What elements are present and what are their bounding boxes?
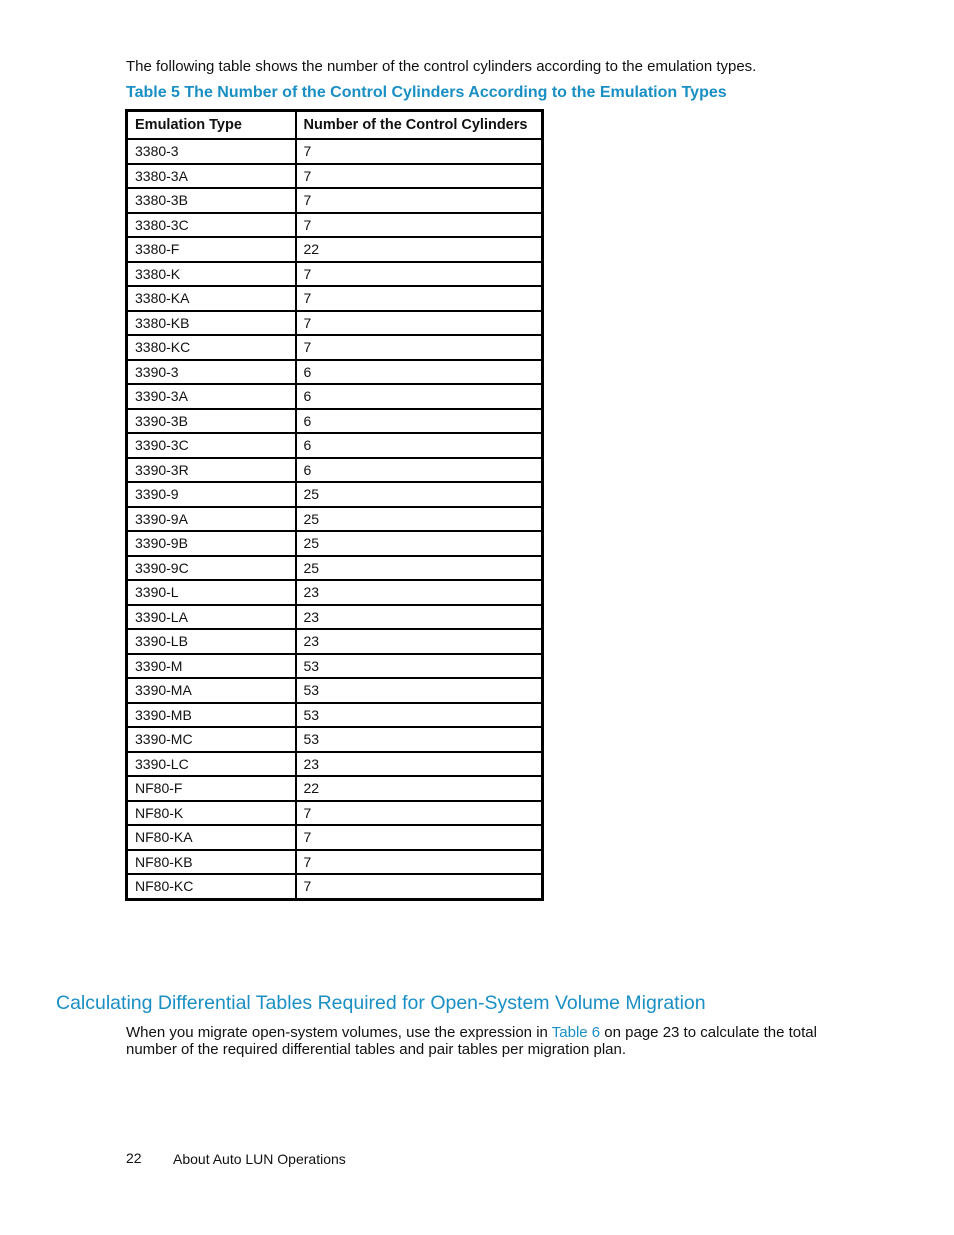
emulation-type-cell: NF80-F <box>127 776 296 801</box>
table-row <box>127 654 543 679</box>
table-row <box>127 531 543 556</box>
control-cylinders-cell: 7 <box>296 139 543 164</box>
table-row <box>127 874 543 899</box>
emulation-type-cell: 3390-LC <box>127 752 296 777</box>
emulation-type-cell: 3390-MA <box>127 678 296 703</box>
emulation-type-cell: NF80-KA <box>127 825 296 850</box>
emulation-type-cell: 3390-9 <box>127 482 296 507</box>
body-paragraph <box>126 1024 838 1058</box>
control-cylinders-table <box>125 109 544 901</box>
control-cylinders-cell: 22 <box>296 237 543 262</box>
control-cylinders-cell: 25 <box>296 507 543 532</box>
control-cylinders-cell: 7 <box>296 335 543 360</box>
control-cylinders-cell: 7 <box>296 286 543 311</box>
table-row <box>127 850 543 875</box>
section-heading: Calculating Differential Tables Required for Open-System Volume Migration <box>56 992 706 1014</box>
table-row <box>127 703 543 728</box>
emulation-type-cell: 3390-9B <box>127 531 296 556</box>
control-cylinders-cell: 6 <box>296 409 543 434</box>
table-row <box>127 580 543 605</box>
table-row <box>127 629 543 654</box>
control-cylinders-cell: 23 <box>296 580 543 605</box>
emulation-type-cell: 3390-3 <box>127 360 296 385</box>
emulation-type-cell: 3390-3A <box>127 384 296 409</box>
control-cylinders-cell: 25 <box>296 556 543 581</box>
intro-text: The following table shows the number of the control cylinders according to the emulation types. <box>126 58 757 75</box>
emulation-type-cell: NF80-KC <box>127 874 296 899</box>
control-cylinders-cell: 53 <box>296 727 543 752</box>
body-text-after-link: on page 23 to calculate the total number of the required differential tables and pair tables per migration plan. <box>126 1024 817 1058</box>
emulation-type-cell: 3390-M <box>127 654 296 679</box>
table-row <box>127 678 543 703</box>
control-cylinders-cell: 53 <box>296 678 543 703</box>
emulation-type-cell: 3390-3B <box>127 409 296 434</box>
control-cylinders-cell: 7 <box>296 850 543 875</box>
control-cylinders-cell: 6 <box>296 433 543 458</box>
emulation-type-cell: 3380-K <box>127 262 296 287</box>
table-body <box>127 139 543 899</box>
table-row <box>127 752 543 777</box>
table-row <box>127 409 543 434</box>
table-row <box>127 262 543 287</box>
emulation-type-cell: 3390-3C <box>127 433 296 458</box>
table-row <box>127 360 543 385</box>
table-row <box>127 213 543 238</box>
table-row <box>127 801 543 826</box>
emulation-type-cell: NF80-KB <box>127 850 296 875</box>
control-cylinders-cell: 7 <box>296 262 543 287</box>
emulation-type-cell: 3380-F <box>127 237 296 262</box>
table-row <box>127 311 543 336</box>
control-cylinders-cell: 25 <box>296 531 543 556</box>
footer-title: About Auto LUN Operations <box>173 1151 346 1167</box>
emulation-type-cell: 3390-MC <box>127 727 296 752</box>
table-row <box>127 286 543 311</box>
control-cylinders-cell: 7 <box>296 213 543 238</box>
table-row <box>127 335 543 360</box>
emulation-type-cell: 3390-9A <box>127 507 296 532</box>
emulation-type-cell: 3390-LA <box>127 605 296 630</box>
table-row <box>127 482 543 507</box>
table-row <box>127 556 543 581</box>
control-cylinders-cell: 53 <box>296 654 543 679</box>
table-row <box>127 776 543 801</box>
page-number: 22 <box>126 1150 142 1166</box>
control-cylinders-cell: 23 <box>296 629 543 654</box>
table-row <box>127 507 543 532</box>
table-row <box>127 605 543 630</box>
column-header-emulation-type: Emulation Type <box>127 111 296 140</box>
control-cylinders-cell: 7 <box>296 311 543 336</box>
control-cylinders-cell: 6 <box>296 384 543 409</box>
table-row <box>127 188 543 213</box>
control-cylinders-cell: 7 <box>296 801 543 826</box>
control-cylinders-cell: 53 <box>296 703 543 728</box>
body-text-before-link: When you migrate open-system volumes, use the expression in <box>126 1024 552 1041</box>
column-header-control-cylinders: Number of the Control Cylinders <box>296 111 543 140</box>
table-row <box>127 164 543 189</box>
table-row <box>127 139 543 164</box>
control-cylinders-cell: 6 <box>296 458 543 483</box>
emulation-type-cell: 3390-MB <box>127 703 296 728</box>
control-cylinders-cell: 7 <box>296 164 543 189</box>
table-row <box>127 433 543 458</box>
control-cylinders-cell: 25 <box>296 482 543 507</box>
emulation-type-cell: 3390-9C <box>127 556 296 581</box>
emulation-type-cell: 3380-3 <box>127 139 296 164</box>
emulation-type-cell: 3380-KC <box>127 335 296 360</box>
emulation-type-cell: 3390-3R <box>127 458 296 483</box>
emulation-type-cell: 3380-KB <box>127 311 296 336</box>
table-6-link[interactable]: Table 6 <box>551 1024 601 1041</box>
table-header-row <box>127 111 543 140</box>
table-row <box>127 384 543 409</box>
control-cylinders-cell: 7 <box>296 188 543 213</box>
table-row <box>127 727 543 752</box>
emulation-type-cell: 3380-KA <box>127 286 296 311</box>
emulation-type-cell: 3390-L <box>127 580 296 605</box>
control-cylinders-cell: 22 <box>296 776 543 801</box>
emulation-type-cell: 3380-3C <box>127 213 296 238</box>
emulation-type-cell: 3380-3A <box>127 164 296 189</box>
control-cylinders-cell: 6 <box>296 360 543 385</box>
emulation-type-cell: NF80-K <box>127 801 296 826</box>
control-cylinders-cell: 23 <box>296 752 543 777</box>
table-caption: Table 5 The Number of the Control Cylinders According to the Emulation Types <box>126 84 727 101</box>
table-row <box>127 237 543 262</box>
emulation-type-cell: 3390-LB <box>127 629 296 654</box>
table-row <box>127 458 543 483</box>
control-cylinders-cell: 7 <box>296 825 543 850</box>
table-row <box>127 825 543 850</box>
control-cylinders-cell: 7 <box>296 874 543 899</box>
emulation-type-cell: 3380-3B <box>127 188 296 213</box>
control-cylinders-cell: 23 <box>296 605 543 630</box>
